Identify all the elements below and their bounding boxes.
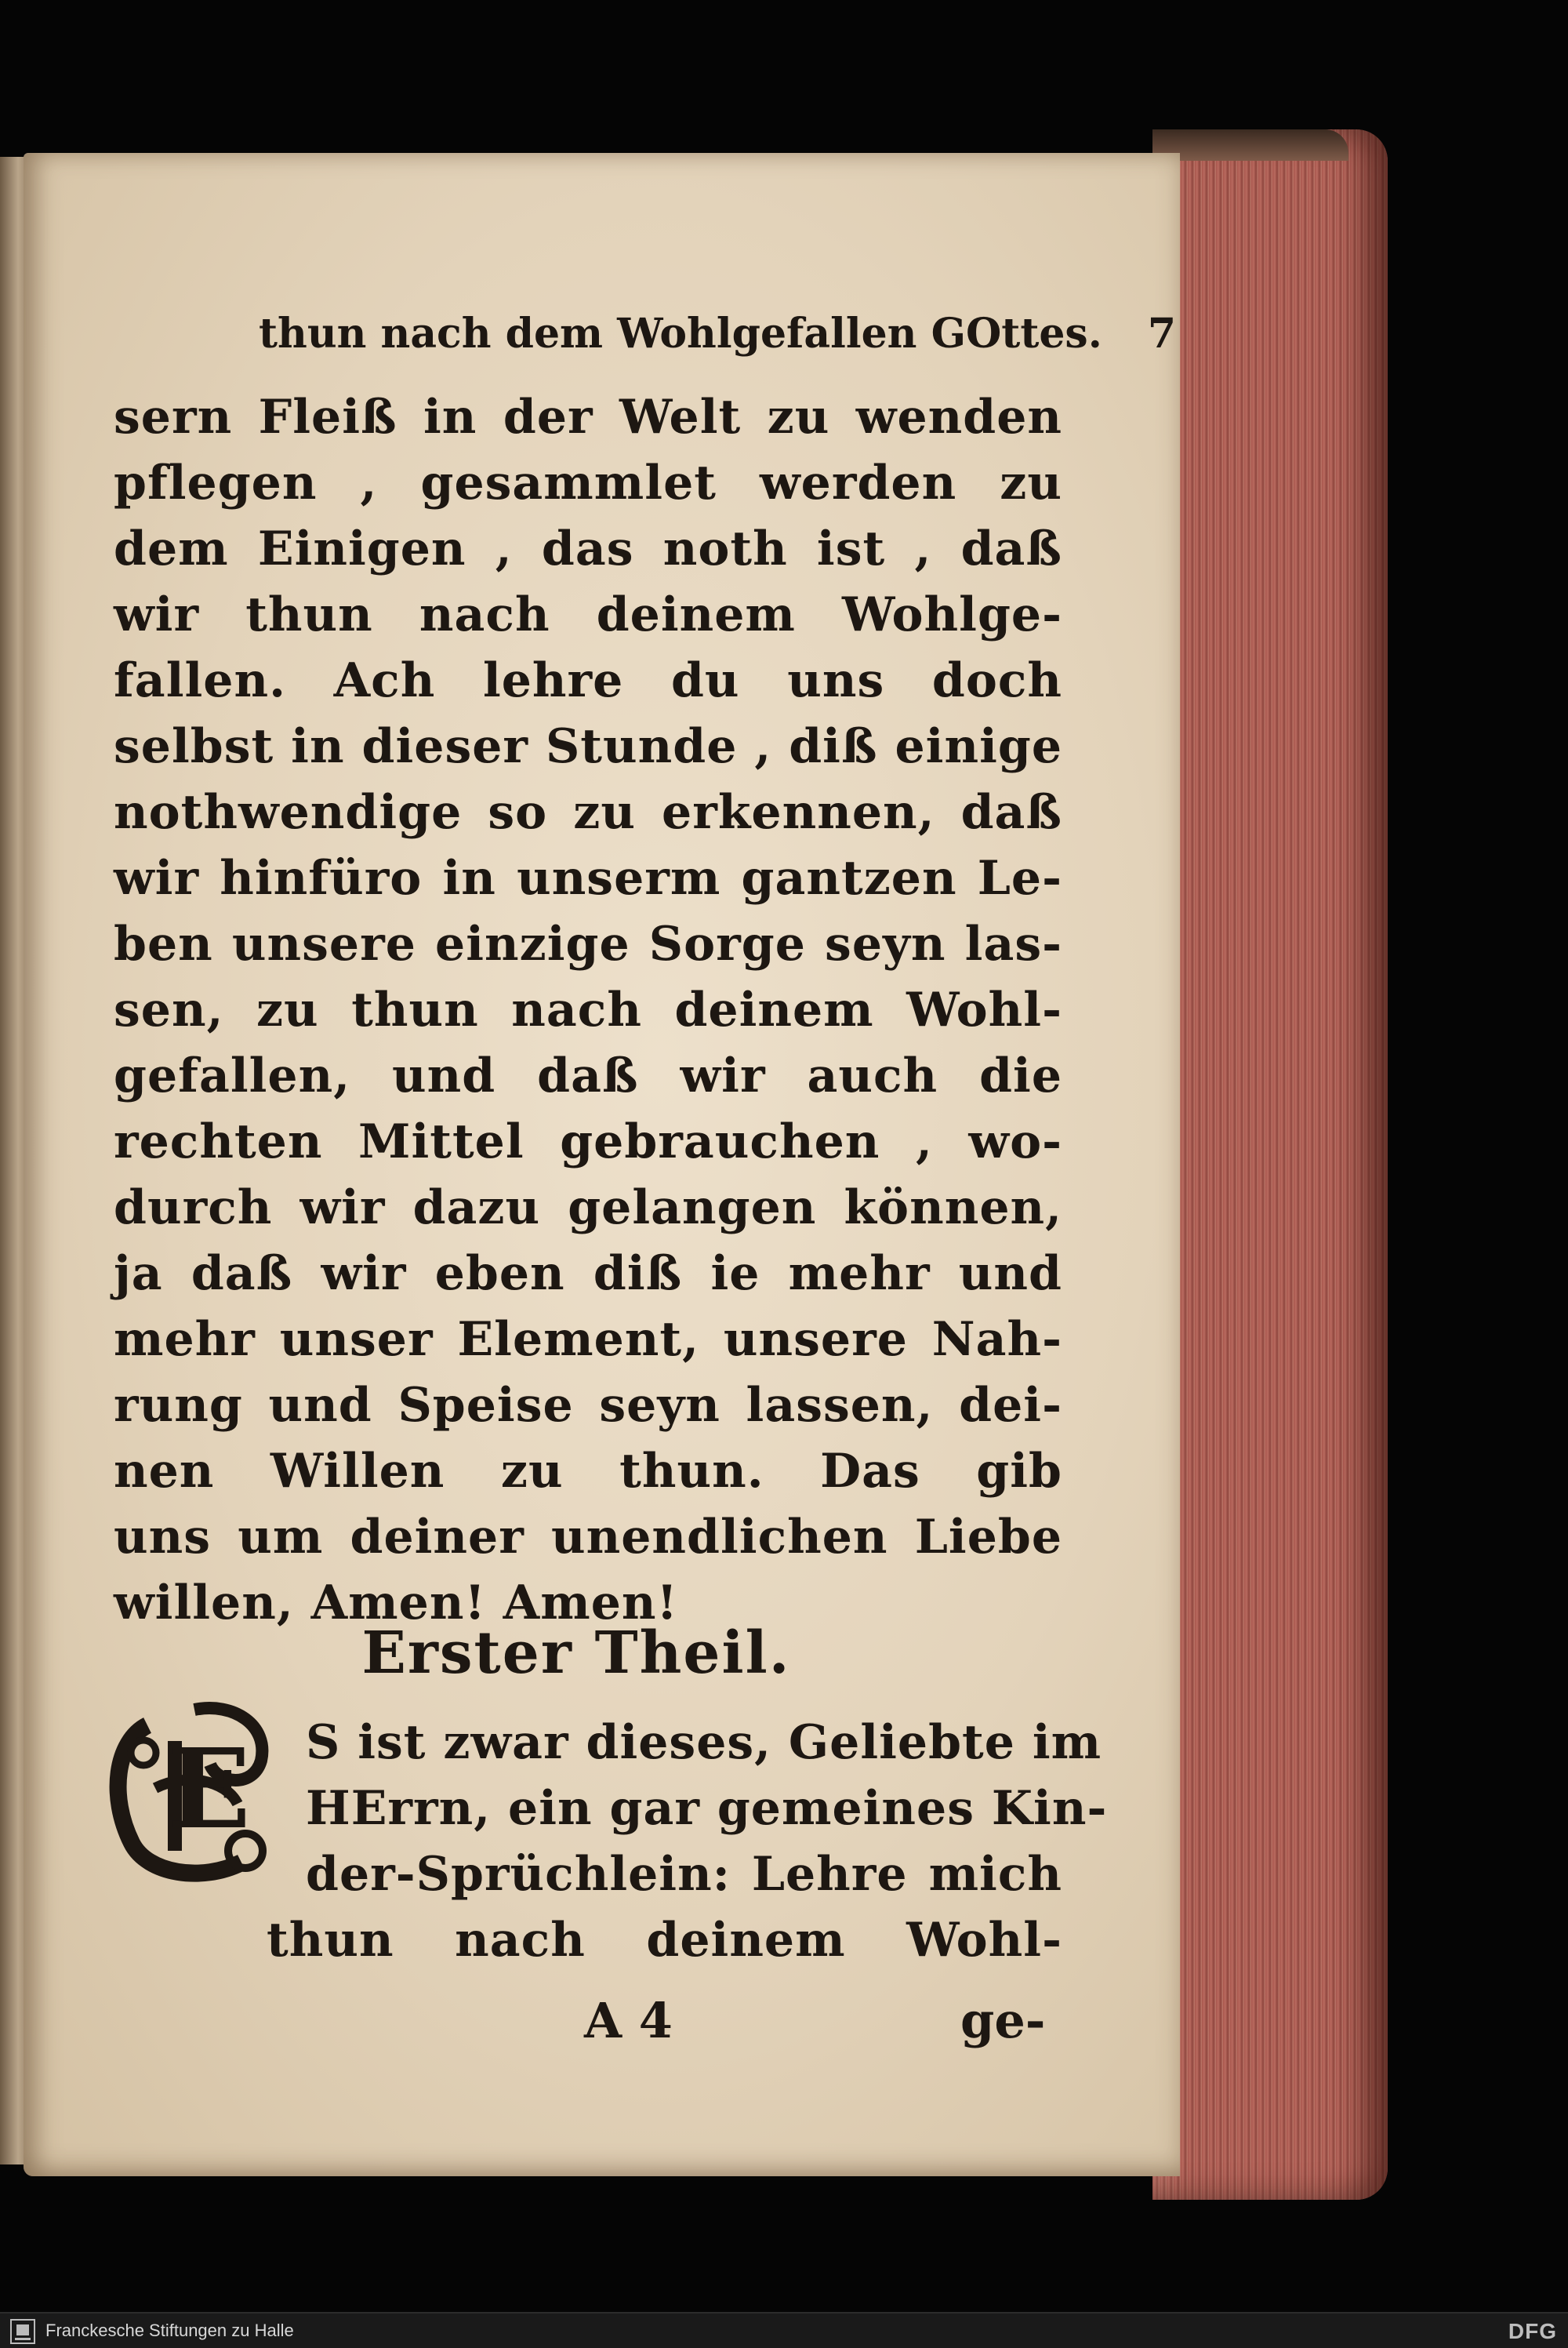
section-line: der-Sprüchlein: Lehre mich [306,1847,1062,1902]
body-line: fallen. Ach lehre du uns doch [114,653,1062,708]
body-line: wir thun nach deinem Wohlge- [114,587,1062,642]
section-title: Erster Theil. [361,1619,791,1687]
body-line: mehr unser Element, unsere Nah- [114,1312,1062,1367]
body-line: willen, Amen! Amen! [114,1576,678,1630]
body-line: ja daß wir eben diß ie mehr und [114,1246,1062,1301]
signature-mark: A 4 [584,1992,673,2049]
body-line: sen, zu thun nach deinem Wohl- [114,983,1062,1038]
book-fore-edge [1152,129,1388,2200]
body-line: rechten Mittel gebrauchen , wo- [114,1114,1062,1169]
body-line: nothwendige so zu erkennen, daß [114,785,1062,840]
section-line: thun nach deinem Wohl- [267,1913,1062,1968]
body-line: pflegen , gesammlet werden zu [114,456,1062,511]
running-head-text: thun nach dem Wohlgefallen GOttes. [259,310,1102,358]
initial-letter: E [167,1725,251,1854]
body-line: wir hinfüro in unserm gantzen Le- [114,851,1062,906]
viewer-footer [0,2312,1568,2348]
body-line: gefallen, und daß wir auch die [114,1049,1062,1103]
body-line: ben unsere einzige Sorge seyn las- [114,917,1062,972]
institution-name: Franckesche Stiftungen zu Halle [45,2321,294,2340]
body-line: selbst in dieser Stunde , diß einige [114,719,1062,774]
catchword: ge- [960,1992,1046,2049]
institution-logo-icon [9,2318,36,2345]
section-line: S ist zwar dieses, Geliebte im [306,1715,1102,1770]
dfg-logo: DFG [1508,2319,1557,2343]
body-line: uns um deiner unendlichen Liebe [114,1510,1062,1565]
body-line: sern Fleiß in der Welt zu wenden [114,390,1062,445]
section-line: HErrn, ein gar gemeines Kin- [306,1781,1108,1836]
body-line: nen Willen zu thun. Das gib [114,1444,1062,1499]
book-fore-edge-top [1152,129,1348,161]
body-line: rung und Speise seyn lassen, dei- [114,1378,1062,1433]
body-line: dem Einigen , das noth ist , daß [114,522,1062,576]
page-number: 7 [1147,310,1177,358]
body-line: durch wir dazu gelangen können, [114,1180,1062,1235]
ornamental-initial [100,1694,281,1890]
running-head [259,310,1177,358]
